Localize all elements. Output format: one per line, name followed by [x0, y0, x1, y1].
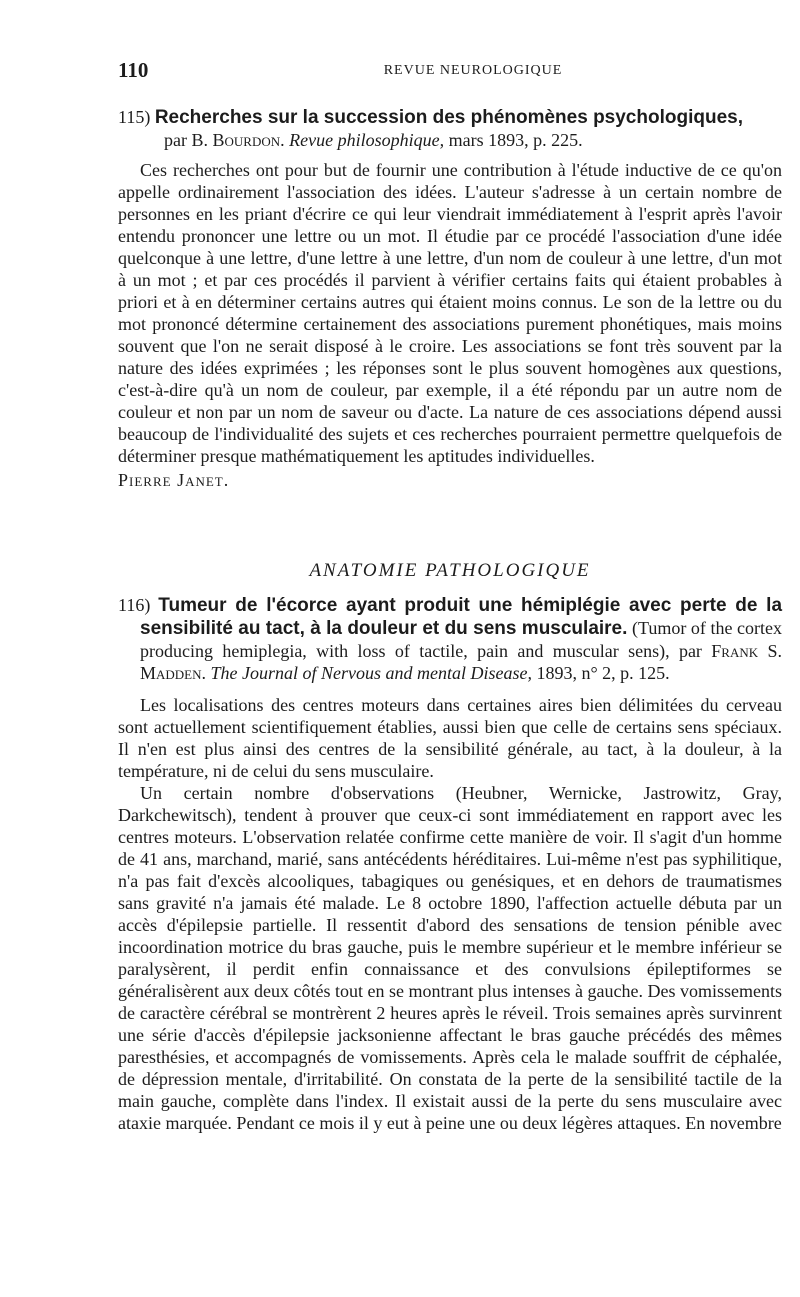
article-116-heading: [118, 594, 782, 684]
article-115: [118, 106, 782, 491]
citation: mars 1893, p. 225.: [448, 130, 583, 150]
byline-prefix: par B.: [164, 130, 208, 150]
article-116-paragraph-1: Les localisations des centres moteurs dans certaines aires bien délimitées du cerveau sont actuellement scientifiquement établies, aussi bien que celle de certains sens spéciaux. Il n'en est plus ainsi des centres de la sensibilité générale, au tact, à la douleur, à la température, ni de celui du sens musculaire.: [118, 695, 782, 781]
english-title: (Tumor of the cortex producing hemiplegia, with loss of tactile, pain and muscular sens), par: [140, 618, 783, 661]
journal-name: Revue philosophique,: [289, 130, 445, 150]
article-byline: [140, 129, 782, 151]
article-title: Recherches sur la succession des phénomènes psychologiques,: [154, 107, 743, 128]
signature: Pierre Janet.: [118, 470, 230, 490]
citation: 1893, n° 2, p. 125.: [536, 663, 670, 683]
article-number: 116): [118, 595, 151, 615]
article-title: Tumeur de l'écorce ayant produit une hémiplégie avec perte de la sensibilité au tact, à la douleur et du sens musculaire.: [140, 595, 783, 639]
author-name: Frank S. Madden.: [140, 641, 783, 683]
article-116: [118, 594, 782, 1134]
article-116-paragraph-2: Un certain nombre d'observations (Heubner, Wernicke, Jastrowitz, Gray, Darkchewitsch), tendent à prouver que ceux-ci sont immédiatement en rapport avec les centres moteurs. L'observation relatée confirme cette manière de voir. Il s'agit d'un homme de 41 ans, marchand, marié, sans antécédents héréditaires. Lui-même n'est pas syphilitique, n'a pas fait d'excès alcooliques, tabagiques ou genésiques, et en dehors de traumatismes sans gravité n'a jamais été malade. Le 8 octobre 1890, l'affection actuelle débuta par un accès d'épilepsie partielle. Il ressentit d'abord des sensations de tension pénible avec incoordination motrice du bras gauche, puis le membre supérieur et le membre inférieur se paralysèrent, il perdit enfin connaissance et des convulsions épileptiformes se généralisèrent aux deux côtés tout en se montrant plus intenses à gauche. Des vomissements de caractère cérébral se montrèrent 2 heures après le réveil. Trois semaines après survinrent une série d'accès d'épilepsie jacksonienne affectant le bras gauche précédés des mêmes paresthésies, et accompagnés de vomissements. Après cela le malade souffrit de céphalée, de dépression mentale, d'irritabilité. On constata de la perte de la sensibilité tactile de la main gauche, complète dans l'index. Il existait aussi de la perte du sens musculaire avec ataxie marquée. Pendant ce mois il y eut à peine une ou deux légères attaques. En novembre: [118, 783, 782, 1133]
article-115-body: Ces recherches ont pour but de fournir une contribution à l'étude inductive de ce qu'on appelle ordinairement l'association des idées. L'auteur s'adresse à un certain nombre de personnes en les priant d'écrire ce qui leur viendrait immédiatement à l'esprit après l'avoir entendu prononcer une lettre ou un mot. Il étudie par ce procédé l'association d'une idée quelconque à une lettre, d'une lettre à une lettre, d'un nom de couleur à une lettre, d'un mot à un mot ; et par ces procédés il parvient à vérifier certains faits qui étaient probables à priori et à en déterminer certains autres qui étaient moins connus. Le son de la lettre ou du mot prononcé détermine certainement des associations purement phonétiques, mais moins souvent que l'on ne serait disposé à le croire. Les associations se font très souvent par la nature des idées exprimées ; les réponses sont le plus souvent homogènes aux questions, c'est-à-dire qu'à un nom de couleur, par exemple, il a été répondu par un autre nom de couleur et non par un nom de saveur ou d'acte. La nature de ces associations dépend aussi beaucoup de l'individualité des sujets et ces recherches pourraient permettre quelquefois de déterminer presque mathématiquement les aptitudes individuelles.: [118, 160, 782, 466]
section-heading: ANATOMIE PATHOLOGIQUE: [309, 560, 591, 581]
article-number: 115): [118, 107, 151, 127]
author-name: Bourdon.: [212, 130, 285, 150]
running-title: REVUE NEUROLOGIQUE: [383, 63, 563, 78]
journal-name: The Journal of Nervous and mental Disease,: [210, 663, 532, 683]
running-header: [118, 58, 768, 84]
article-115-heading: [118, 106, 782, 151]
page-number: 110: [118, 58, 149, 82]
